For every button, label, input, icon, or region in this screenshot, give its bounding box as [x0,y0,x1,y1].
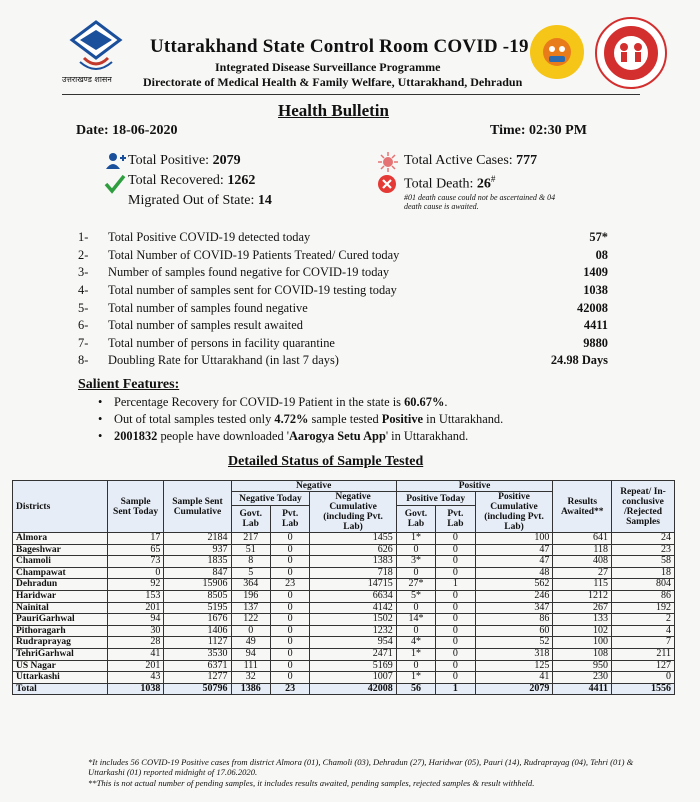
bulletin-title: Health Bulletin [278,101,389,120]
table-cell: 41 [475,672,553,684]
table-cell: 1 [436,683,475,695]
list-item: • Out of total samples tested only 4.72% sample tested Positive in Uttarakhand. [114,412,503,429]
table-cell: 127 [612,660,675,672]
list-item: 8- Doubling Rate for Uttarakhand (in last 7 days) 24.98 Days [78,353,608,368]
table-cell: 1502 [310,614,396,626]
person-plus-icon [106,152,126,175]
table-cell: 641 [553,533,612,545]
table-cell: 1007 [310,672,396,684]
table-cell: 2 [612,614,675,626]
table-cell: 1127 [164,637,231,649]
table-row [13,567,675,579]
table-cell: 86 [475,614,553,626]
district-name-cell: US Nagar [13,660,108,672]
table-cell: 0 [270,544,309,556]
table-cell: 626 [310,544,396,556]
table-cell: 1556 [612,683,675,695]
col-pos-govt-lab: Govt. Lab [396,506,435,533]
table-cell: 14* [396,614,435,626]
table-cell: 115 [553,579,612,591]
col-positive-cumulative: Positive Cumulative (including Pvt. Lab) [475,492,553,533]
table-cell: 347 [475,602,553,614]
table-cell: 58 [612,556,675,568]
table-cell: 0 [436,660,475,672]
total-active-cases: Total Active Cases: 777 [404,153,538,168]
table-cell: 23 [612,544,675,556]
table-cell: 804 [612,579,675,591]
nhm-logo [594,16,668,90]
table-cell: 17 [107,533,163,545]
col-negative-today: Negative Today [231,492,310,506]
col-neg-pvt-lab: Pvt. Lab [270,506,309,533]
table-cell: 1277 [164,672,231,684]
table-cell: 1676 [164,614,231,626]
district-name-cell: Nainital [13,602,108,614]
table-cell: 3* [396,556,435,568]
table-cell: 267 [553,602,612,614]
table-cell: 5169 [310,660,396,672]
table-cell: 1212 [553,590,612,602]
table-cell: 950 [553,660,612,672]
table-cell: 111 [231,660,270,672]
table-cell: 86 [612,590,675,602]
table-cell: 1406 [164,625,231,637]
table-cell: 153 [107,590,163,602]
table-cell: 14715 [310,579,396,591]
district-name-cell: Pithoragarh [13,625,108,637]
bulletin-time: Time: 02:30 PM [490,123,587,138]
sample-status-table [12,480,675,695]
district-name-cell: Haridwar [13,590,108,602]
col-sent-today: Sample Sent Today [107,481,163,533]
list-item: • Percentage Recovery for COVID-19 Patient in the state is 60.67%. [114,395,503,412]
table-cell: 65 [107,544,163,556]
col-neg-govt-lab: Govt. Lab [231,506,270,533]
table-cell: 133 [553,614,612,626]
salient-features-list [114,395,503,446]
table-cell: 0 [612,672,675,684]
logo-caption: उत्तराखण्ड शासन [62,75,112,84]
table-cell: 4* [396,637,435,649]
table-row [13,637,675,649]
table-cell: 201 [107,602,163,614]
table-cell: 50796 [164,683,231,695]
col-pos-pvt-lab: Pvt. Lab [436,506,475,533]
table-cell: 47 [475,556,553,568]
table-cell: 18 [612,567,675,579]
table-cell: 27 [553,567,612,579]
list-item: 1- Total Positive COVID-19 detected today 57* [78,230,608,245]
col-districts: Districts [13,481,108,533]
table-cell: 43 [107,672,163,684]
district-name-cell: Total [13,683,108,695]
table-cell: 0 [436,567,475,579]
table-cell: 408 [553,556,612,568]
table-cell: 6634 [310,590,396,602]
table-cell: 0 [436,533,475,545]
table-row [13,648,675,660]
table-cell: 718 [310,567,396,579]
list-item: • 2001832 people have downloaded 'Aarogya Setu App' in Uttarakhand. [114,429,503,446]
district-name-cell: Chamoli [13,556,108,568]
table-cell: 2471 [310,648,396,660]
salient-features-title: Salient Features: [78,377,180,392]
table-cell: 0 [396,625,435,637]
table-cell: 7 [612,637,675,649]
covid-mascot-logo [527,22,587,82]
table-cell: 8 [231,556,270,568]
table-cell: 318 [475,648,553,660]
table-row [13,556,675,568]
table-cell: 15906 [164,579,231,591]
table-cell: 0 [396,544,435,556]
list-item: 6- Total number of samples result awaited 4411 [78,318,608,333]
table-cell: 217 [231,533,270,545]
table-row [13,533,675,545]
table-cell: 1* [396,648,435,660]
table-cell: 1* [396,672,435,684]
table-cell: 92 [107,579,163,591]
table-row [13,602,675,614]
detailed-status-title: Detailed Status of Sample Tested [228,454,424,469]
table-cell: 1038 [107,683,163,695]
table-cell: 0 [270,556,309,568]
table-cell: 954 [310,637,396,649]
table-cell: 52 [475,637,553,649]
col-repeat-rejected: Repeat/ In-conclusive /Rejected Samples [612,481,675,533]
death-note: #01 death cause could not be ascertained & 04 death cause is awaited. [404,193,556,211]
table-cell: 118 [553,544,612,556]
table-cell: 0 [270,590,309,602]
table-cell: 108 [553,648,612,660]
table-cell: 100 [475,533,553,545]
table-cell: 0 [396,660,435,672]
table-cell: 122 [231,614,270,626]
table-cell: 41 [107,648,163,660]
table-cell: 211 [612,648,675,660]
table-cell: 0 [231,625,270,637]
table-cell: 2079 [475,683,553,695]
table-cell: 847 [164,567,231,579]
table-cell: 5* [396,590,435,602]
district-name-cell: Champawat [13,567,108,579]
table-cell: 0 [107,567,163,579]
table-row [13,614,675,626]
district-name-cell: PauriGarhwal [13,614,108,626]
district-name-cell: Almora [13,533,108,545]
table-cell: 4411 [553,683,612,695]
table-cell: 0 [270,660,309,672]
table-cell: 937 [164,544,231,556]
close-circle-icon [377,174,397,199]
header-divider [62,94,640,95]
table-cell: 8505 [164,590,231,602]
total-death: Total Death: 26# [404,174,496,192]
table-cell: 0 [436,672,475,684]
table-cell: 0 [436,625,475,637]
district-name-cell: Rudraprayag [13,637,108,649]
header-subtitle-directorate: Directorate of Medical Health & Family Welfare, Uttarakhand, Dehradun [143,75,523,89]
district-name-cell: Bageshwar [13,544,108,556]
table-cell: 1383 [310,556,396,568]
col-positive: Positive [396,481,553,492]
list-item: 5- Total number of samples found negative 42008 [78,300,608,315]
table-cell: 24 [612,533,675,545]
table-cell: 94 [231,648,270,660]
col-sent-cumulative: Sample Sent Cumulative [164,481,231,533]
table-cell: 48 [475,567,553,579]
table-cell: 6371 [164,660,231,672]
table-cell: 1835 [164,556,231,568]
table-cell: 125 [475,660,553,672]
table-cell: 192 [612,602,675,614]
table-cell: 49 [231,637,270,649]
table-cell: 1386 [231,683,270,695]
table-cell: 196 [231,590,270,602]
table-cell: 0 [436,614,475,626]
table-cell: 0 [270,533,309,545]
table-cell: 0 [270,567,309,579]
table-cell: 100 [553,637,612,649]
list-item: 7- Total number of persons in facility quarantine 9880 [78,335,608,350]
table-row [13,672,675,684]
migrated-out: Migrated Out of State: 14 [128,193,272,208]
table-cell: 0 [436,637,475,649]
table-total-row [13,683,675,695]
table-cell: 60 [475,625,553,637]
table-cell: 4142 [310,602,396,614]
header-subtitle-idsp: Integrated Disease Surveillance Programme [215,60,441,74]
col-negative: Negative [231,481,396,492]
table-cell: 230 [553,672,612,684]
table-cell: 3530 [164,648,231,660]
table-cell: 0 [436,590,475,602]
table-cell: 32 [231,672,270,684]
table-cell: 0 [396,567,435,579]
table-cell: 23 [270,579,309,591]
table-cell: 73 [107,556,163,568]
table-cell: 4 [612,625,675,637]
table-cell: 102 [553,625,612,637]
table-cell: 246 [475,590,553,602]
table-cell: 0 [270,625,309,637]
table-cell: 94 [107,614,163,626]
header-title: Uttarakhand State Control Room COVID -19 [150,36,529,57]
table-cell: 0 [436,556,475,568]
table-cell: 0 [436,544,475,556]
table-cell: 0 [270,648,309,660]
list-item: 3- Number of samples found negative for COVID-19 today 1409 [78,265,608,280]
list-item: 4- Total number of samples sent for COVID-19 testing today 1038 [78,283,608,298]
table-cell: 27* [396,579,435,591]
table-row [13,590,675,602]
table-cell: 562 [475,579,553,591]
district-name-cell: Uttarkashi [13,672,108,684]
table-cell: 47 [475,544,553,556]
col-results-awaited: Results Awaited** [553,481,612,533]
checkmark-icon [104,174,126,199]
total-recovered: Total Recovered: 1262 [128,173,256,188]
table-cell: 137 [231,602,270,614]
total-positive: Total Positive: 2079 [128,153,241,168]
table-cell: 1 [436,579,475,591]
table-cell: 2184 [164,533,231,545]
table-cell: 42008 [310,683,396,695]
table-cell: 28 [107,637,163,649]
table-cell: 0 [270,672,309,684]
table-cell: 0 [396,602,435,614]
col-positive-today: Positive Today [396,492,475,506]
table-cell: 51 [231,544,270,556]
table-cell: 0 [270,637,309,649]
table-cell: 30 [107,625,163,637]
table-cell: 201 [107,660,163,672]
table-row [13,579,675,591]
table-row [13,544,675,556]
footnote-pending-samples: **This is not actual number of pending samples, it includes results awaited, pending samples, rejected samples & result withheld. [88,778,535,788]
district-name-cell: Dehradun [13,579,108,591]
summary-list [78,229,608,370]
table-cell: 0 [270,602,309,614]
table-cell: 1455 [310,533,396,545]
table-cell: 364 [231,579,270,591]
table-cell: 23 [270,683,309,695]
table-row [13,625,675,637]
bulletin-date: Date: 18-06-2020 [76,123,178,138]
table-cell: 56 [396,683,435,695]
table-cell: 0 [270,614,309,626]
table-cell: 1232 [310,625,396,637]
col-negative-cumulative: Negative Cumulative (including Pvt. Lab) [310,492,396,533]
list-item: 2- Total Number of COVID-19 Patients Treated/ Cured today 08 [78,247,608,262]
district-name-cell: TehriGarhwal [13,648,108,660]
table-cell: 0 [436,602,475,614]
table-cell: 0 [436,648,475,660]
table-row [13,660,675,672]
table-cell: 1* [396,533,435,545]
table-cell: 5 [231,567,270,579]
footnote-positive-cases: *It includes 56 COVID-19 Positive cases from district Almora (01), Chamoli (03), Dehradun (27), Haridwar (05), Pauri (14), Rudraprayag (04), Tehri (01) & Uttarkashi (01) reported midnight of 17.06.2020. [88,757,634,777]
table-cell: 5195 [164,602,231,614]
